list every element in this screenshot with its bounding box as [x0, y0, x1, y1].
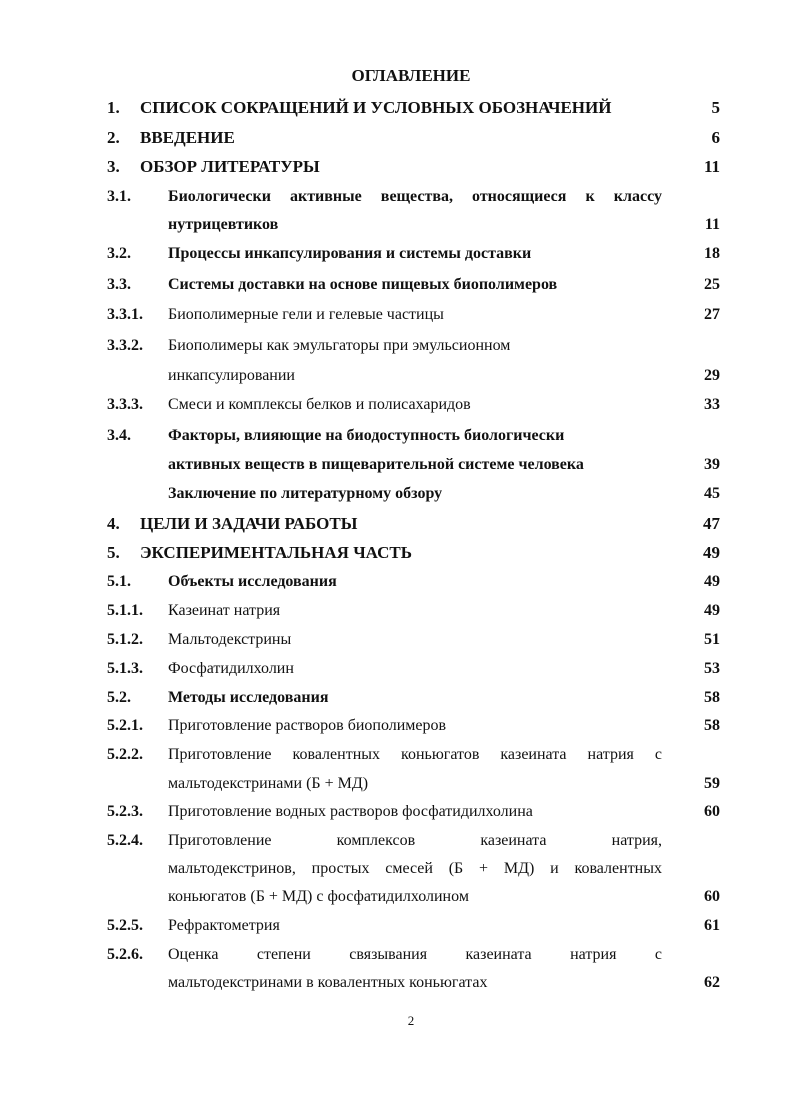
- toc-number: 5.2.4.: [107, 832, 143, 849]
- toc-entry: [0, 98, 792, 122]
- toc-title: Процессы инкапсулирования и системы доставки: [168, 245, 532, 262]
- toc-page: 49: [704, 602, 720, 619]
- toc-entry: [0, 305, 792, 329]
- toc-title-line: Биополимеры как эмульгаторы при эмульсионном: [168, 337, 511, 354]
- toc-number: 5.2.5.: [107, 917, 143, 934]
- toc-entry: [0, 601, 792, 625]
- toc-entry: [0, 916, 792, 940]
- toc-title-line: мальтодекстринами (Б + МД): [168, 775, 369, 792]
- toc-title-line: мальтодекстринами в ковалентных коньюгатах: [168, 974, 488, 991]
- toc-title: Смеси и комплексы белков и полисахаридов: [168, 396, 471, 413]
- toc-entry: [0, 484, 792, 508]
- toc-number: 5.1.3.: [107, 660, 143, 677]
- toc-page: 59: [704, 775, 720, 792]
- toc-page: 53: [704, 660, 720, 677]
- toc-title: Рефрактометрия: [168, 917, 280, 934]
- toc-title-line: инкапсулировании: [168, 367, 295, 384]
- toc-page: 11: [704, 216, 720, 233]
- toc-number: 5.1.1.: [107, 602, 143, 619]
- toc-entry: [0, 514, 792, 538]
- toc-page: 5: [711, 98, 720, 117]
- toc-title-line: Оценка степени связывания казеината натрия с: [168, 946, 662, 963]
- toc-title: Методы исследования: [168, 689, 329, 706]
- toc-entry: [0, 945, 792, 969]
- toc-page: 27: [704, 306, 720, 323]
- toc-number: 5.2.1.: [107, 717, 143, 734]
- toc-entry: [0, 745, 792, 769]
- toc-number: 5.2.6.: [107, 946, 143, 963]
- toc-title: Приготовление водных растворов фосфатидилхолина: [168, 803, 533, 820]
- toc-title-line: активных веществ в пищеварительной системе человека: [168, 456, 584, 473]
- toc-title: ОБЗОР ЛИТЕРАТУРЫ: [140, 157, 320, 176]
- toc-entry: [0, 688, 792, 712]
- toc-number: 5.1.2.: [107, 631, 143, 648]
- toc-number: 5.1.: [107, 573, 131, 590]
- toc-page: 45: [704, 485, 720, 502]
- page-title: ОГЛАВЛЕНИЕ: [351, 66, 471, 85]
- toc-entry-continuation: [0, 774, 792, 798]
- toc-number: 3.3.: [107, 276, 131, 293]
- toc-page: 47: [703, 514, 720, 533]
- toc-entry: [0, 128, 792, 152]
- toc-title: ЦЕЛИ И ЗАДАЧИ РАБОТЫ: [140, 514, 358, 533]
- toc-title: Казеинат натрия: [168, 602, 281, 619]
- toc-title-line: Биологически активные вещества, относящиеся к классу: [168, 188, 662, 205]
- toc-title: Объекты исследования: [168, 573, 337, 590]
- toc-title: Биополимерные гели и гелевые частицы: [168, 306, 444, 323]
- toc-number: 3.3.2.: [107, 337, 143, 354]
- toc-page: 58: [704, 689, 720, 706]
- toc-number: 3.3.3.: [107, 396, 143, 413]
- toc-title-line: нутрицевтиков: [168, 216, 279, 233]
- toc-entry: [0, 716, 792, 740]
- toc-title: Системы доставки на основе пищевых биополимеров: [168, 276, 558, 293]
- toc-entry: [0, 157, 792, 181]
- toc-entry: [0, 244, 792, 268]
- toc-number: 3.4.: [107, 427, 131, 444]
- toc-number: 5.: [107, 543, 120, 562]
- toc-page: 60: [704, 888, 720, 905]
- toc-entry: [0, 802, 792, 826]
- toc-page: 33: [704, 396, 720, 413]
- toc-page: 60: [704, 803, 720, 820]
- toc-title: Заключение по литературному обзору: [168, 485, 443, 502]
- toc-page: 25: [704, 276, 720, 293]
- toc-title-line: Приготовление комплексов казеината натрия,: [168, 832, 662, 849]
- toc-number: 4.: [107, 514, 120, 533]
- toc-page: 49: [703, 543, 720, 562]
- toc-number: 2.: [107, 128, 120, 147]
- toc-page: 18: [704, 245, 720, 262]
- toc-page: 11: [703, 157, 720, 176]
- toc-entry: [0, 426, 792, 450]
- toc-number: 1.: [107, 98, 120, 117]
- toc-title: Фосфатидилхолин: [168, 660, 294, 677]
- toc-entry-continuation: [0, 455, 792, 479]
- toc-title: ЭКСПЕРИМЕНТАЛЬНАЯ ЧАСТЬ: [140, 543, 412, 562]
- toc-page: 6: [711, 128, 720, 147]
- toc-entry-continuation: [0, 859, 792, 883]
- toc-entry: [0, 572, 792, 596]
- toc-number: 3.1.: [107, 188, 131, 205]
- toc-title-line: мальтодекстринов, простых смесей (Б + МД) и ковалентных: [168, 860, 662, 877]
- toc-entry: [0, 543, 792, 567]
- toc-page: 62: [704, 974, 720, 991]
- toc-entry-continuation: [0, 366, 792, 390]
- page-number: 2: [407, 1013, 415, 1028]
- toc-entry-continuation: [0, 215, 792, 239]
- toc-entry: [0, 187, 792, 211]
- toc-page: 58: [704, 717, 720, 734]
- toc-entry: [0, 659, 792, 683]
- toc-page: 49: [704, 573, 720, 590]
- toc-entry: [0, 336, 792, 360]
- toc-page: 39: [704, 456, 720, 473]
- toc-number: 3.: [107, 157, 120, 176]
- toc-title-line: коньюгатов (Б + МД) с фосфатидилхолином: [168, 888, 469, 905]
- toc-title-line: Приготовление ковалентных коньюгатов казеината натрия с: [168, 746, 662, 763]
- toc-entry: [0, 831, 792, 855]
- toc-title: Мальтодекстрины: [168, 631, 292, 648]
- toc-number: 5.2.2.: [107, 746, 143, 763]
- toc-entry-continuation: [0, 887, 792, 911]
- toc-title: ВВЕДЕНИЕ: [140, 128, 235, 147]
- toc-number: 3.3.1.: [107, 306, 143, 323]
- toc-title: Приготовление растворов биополимеров: [168, 717, 447, 734]
- toc-entry: [0, 275, 792, 299]
- toc-page: 29: [704, 367, 720, 384]
- toc-entry: [0, 630, 792, 654]
- toc-title: СПИСОК СОКРАЩЕНИЙ И УСЛОВНЫХ ОБОЗНАЧЕНИЙ: [140, 98, 612, 117]
- toc-number: 3.2.: [107, 245, 131, 262]
- toc-title-line: Факторы, влияющие на биодоступность биологически: [168, 427, 565, 444]
- toc-page: 51: [704, 631, 720, 648]
- toc-entry: [0, 395, 792, 419]
- toc-number: 5.2.: [107, 689, 131, 706]
- toc-entry-continuation: [0, 973, 792, 997]
- toc-number: 5.2.3.: [107, 803, 143, 820]
- toc-page: 61: [704, 917, 720, 934]
